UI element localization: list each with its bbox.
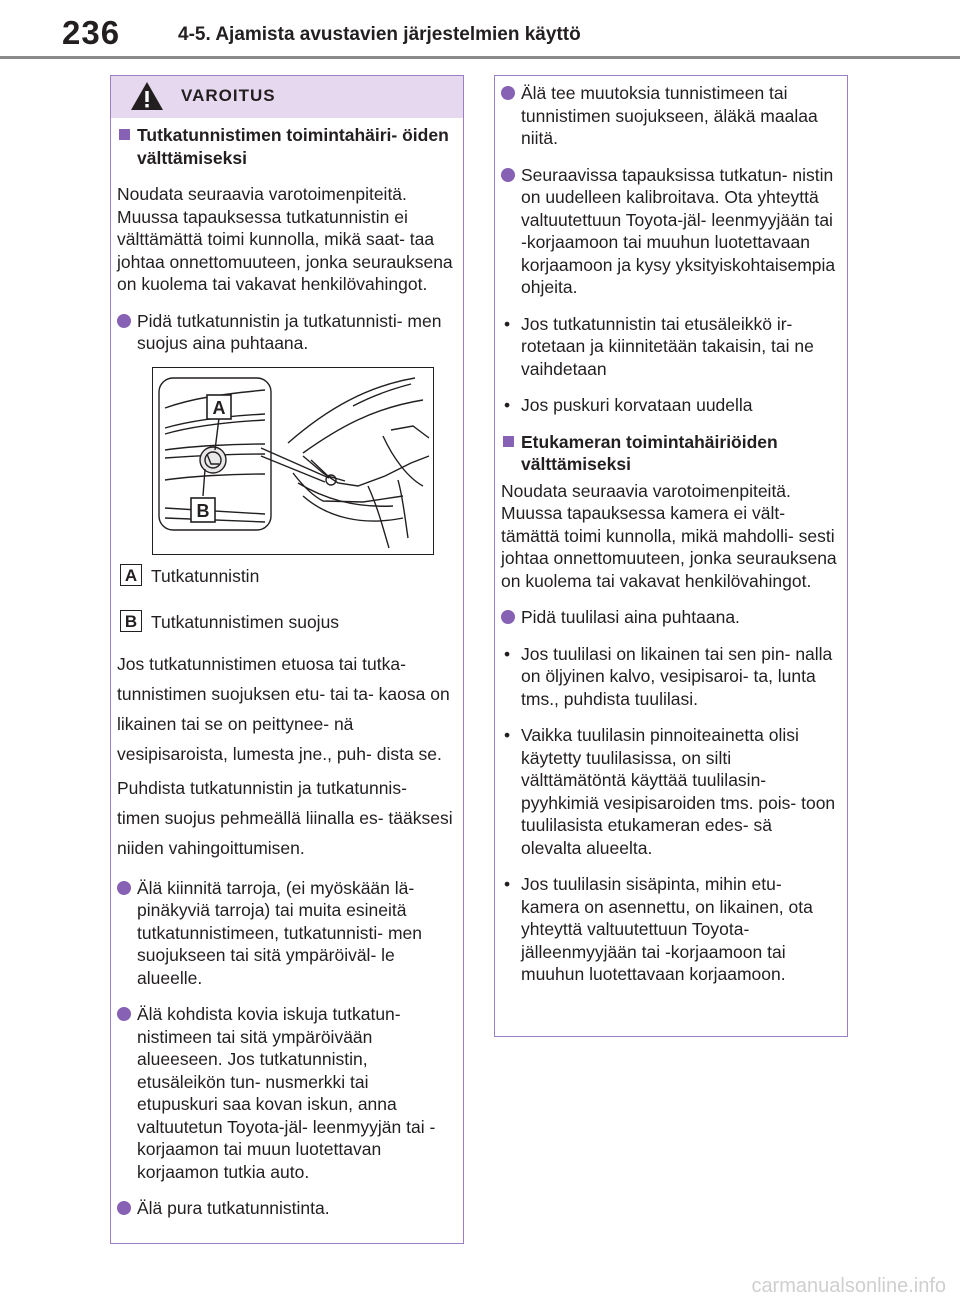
- round-bullet-icon: [501, 168, 515, 182]
- dash-item-bumper: [501, 394, 837, 417]
- warning-bar: [111, 76, 463, 118]
- warning-panel-right: [494, 75, 848, 1037]
- dash-text: Jos tutkatunnistin tai etusäleikkö ir- rotetaan ja kiinnitetään takaisin, tai ne vaihdetaan: [521, 313, 814, 379]
- figure-label-a: A: [212, 397, 226, 418]
- page-header: [0, 0, 960, 62]
- bullet-no-stickers: [117, 877, 453, 990]
- warning-triangle-icon: [129, 80, 165, 112]
- wipe-sensor-text: Puhdista tutkatunnistin ja tutkatunnis- timen suojus pehmeällä liinalla es- tääksesi niiden vahingoittumisen.: [117, 777, 453, 858]
- bullet-keep-clean: [117, 310, 453, 355]
- legend-label-b: Tutkatunnistimen suojus: [151, 611, 340, 632]
- legend-item-b: [117, 609, 453, 635]
- chapter-title: 4-5. Ajamista avustavien järjestelmien käyttö: [178, 24, 581, 45]
- dash-item-inner-surface: [501, 873, 837, 986]
- dash-text: Vaikka tuulilasin pinnoiteainetta olisi käytetty tuulilasissa, on silti välttämätöntä käyttää tuulilasin- pyyhkimiä vesipisaroiden tms. pois- toon tuulilasista etukameran edes- sä olevalta alueelta.: [521, 725, 836, 858]
- car-front-drawing: [153, 368, 432, 553]
- bullet-text: Seuraavissa tapauksissa tutkatun- nistin on uudelleen kalibroitava. Ota yhteyttä valtuutettuun Toyota-jäl- leenmyyjään tai -korjaamoon tai muuhun luotettavaan korjaamoon ja kysy yksityiskohtaisempia ohjeita.: [521, 164, 836, 297]
- bullet-recalibrate: [501, 164, 837, 299]
- dirty-sensor-text: Jos tutkatunnistimen etuosa tai tutka- tunnistimen suojuksen etu- tai ta- kaosa on likainen tai se on peittynee- nä vesipisaroista, lumesta jne., puh- dista se.: [117, 653, 450, 764]
- legend-item-a: [117, 563, 453, 589]
- legend-key-a: A: [120, 564, 142, 586]
- round-bullet-icon: [501, 86, 515, 100]
- bullet-text: Älä pura tutkatunnistinta.: [137, 1198, 330, 1218]
- square-bullet-icon: [119, 129, 130, 140]
- dash-marker: •: [504, 643, 511, 664]
- warning-panel-left: [110, 75, 464, 1244]
- round-bullet-icon: [501, 610, 515, 624]
- radar-intro: Noudata seuraavia varotoimenpiteitä. Muussa tapauksessa tutkatunnistin ei välttämättä toimi kunnolla, mikä saat- taa johtaa onnettomuuteen, jonka seurauksena on kuolema tai vakavat henkilövahingot.: [117, 184, 453, 294]
- page-number: 236: [62, 14, 121, 51]
- dash-marker: •: [504, 874, 511, 894]
- dash-item-oily-film: [501, 643, 837, 711]
- warning-title: VAROITUS: [181, 86, 276, 105]
- right-column: [501, 82, 837, 986]
- dash-text: Jos puskuri korvataan uudella: [521, 395, 753, 415]
- bullet-no-impact: [117, 1003, 453, 1183]
- bullet-windshield-clean: [501, 606, 837, 629]
- radar-sensor-illustration: [152, 367, 434, 555]
- dash-item-grille: [501, 313, 837, 381]
- dash-item-coating: [501, 724, 837, 859]
- legend-label-a: Tutkatunnistin: [151, 565, 260, 586]
- round-bullet-icon: [117, 314, 131, 328]
- section-heading-radar: [117, 124, 453, 169]
- dash-text: Jos tuulilasin sisäpinta, mihin etu- kamera on asennettu, on likainen, ota yhteyttä valtuutettuun Toyota- jälleenmyyjään tai -korjaamoon tai muuhun luotettavaan korjaamoon.: [521, 874, 813, 984]
- figure-label-b: B: [196, 500, 210, 521]
- site-watermark: carmanualsonline.info: [751, 1275, 946, 1297]
- round-bullet-icon: [117, 881, 131, 895]
- round-bullet-icon: [117, 1007, 131, 1021]
- heading-text: Tutkatunnistimen toimintahäiri- öiden välttämiseksi: [137, 125, 449, 168]
- dash-marker: •: [504, 313, 511, 334]
- section-heading-camera: [501, 431, 837, 476]
- legend-key-b: B: [120, 610, 142, 632]
- dash-text: Jos tuulilasi on likainen tai sen pin- nalla on öljyinen kalvo, vesipisaroi- ta, lunta tms., puhdista tuulilasi.: [521, 643, 833, 709]
- square-bullet-icon: [503, 436, 514, 447]
- dash-marker: •: [504, 725, 511, 745]
- bullet-text: Älä kohdista kovia iskuja tutkatun- nistimeen tai sitä ympäröivään alueeseen. Jos tutkatunnistin, etusäleikön tun- nusmerkki tai etupuskuri saa kovan iskun, anna valtuutetun Toyota-jäl- leenmyyjän tai -korjaamon tai muun luotettavan korjaamon tutkia auto.: [137, 1004, 436, 1182]
- camera-intro: Noudata seuraavia varotoimenpiteitä. Muussa tapauksessa kamera ei vält- tämättä toimi kunnolla, mikä mahdolli- sesti johtaa onnettomuuteen, jonka seurauksena on kuolema tai vakavat henkilövahingot.: [501, 480, 837, 591]
- dash-marker: •: [504, 395, 511, 415]
- bullet-text: Älä tee muutoksia tunnistimeen tai tunnistimen suojukseen, äläkä maalaa niitä.: [521, 83, 818, 148]
- bullet-text: Älä kiinnitä tarroja, (ei myöskään lä- pinäkyviä tarroja) tai muita esineitä tutkatunnistimeen, tutkatunnisti- men suojukseen tai sitä ympäröiväl- le alueelle.: [137, 877, 423, 988]
- round-bullet-icon: [117, 1201, 131, 1215]
- header-rule: [0, 56, 960, 59]
- bullet-no-disassemble: [117, 1197, 453, 1220]
- bullet-text: Pidä tutkatunnistin ja tutkatunnisti- men suojus aina puhtaana.: [137, 310, 442, 353]
- bullet-text: Pidä tuulilasi aina puhtaana.: [521, 607, 740, 627]
- left-column: [117, 124, 453, 1220]
- heading-text: Etukameran toimintahäiriöiden välttämiseksi: [521, 431, 778, 474]
- bullet-no-modify: [501, 82, 837, 150]
